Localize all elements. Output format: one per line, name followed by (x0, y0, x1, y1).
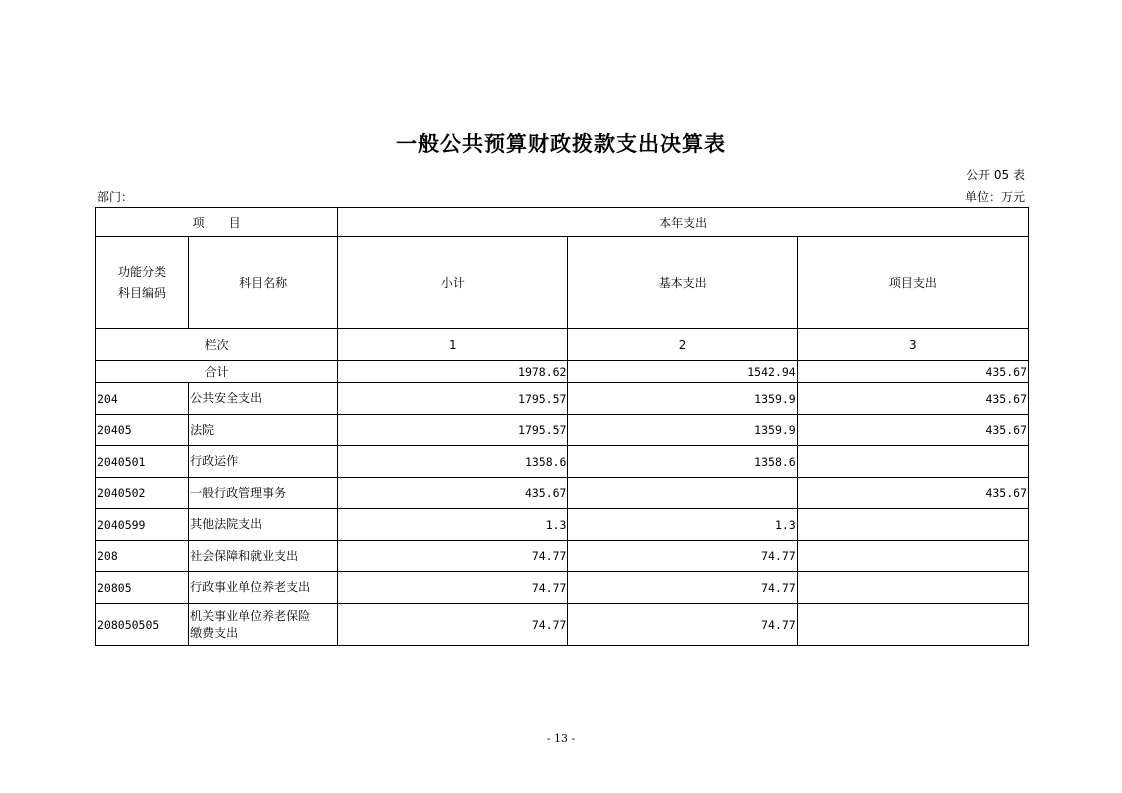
table-row (96, 541, 1029, 572)
total-project: 435.67 (797, 361, 1028, 383)
table-row (96, 509, 1029, 541)
header-basic: 基本支出 (568, 237, 797, 329)
header-func-code-line2: 科目编码 (118, 285, 167, 300)
row-code: 2040599 (96, 509, 189, 541)
total-basic: 1542.94 (568, 361, 797, 383)
page-number: - 13 - (546, 732, 576, 745)
row-name: 法院 (189, 415, 338, 446)
header-subject-name: 科目名称 (189, 237, 338, 329)
row-subtotal: 74.77 (338, 572, 568, 604)
column-order-row (96, 329, 1029, 361)
unit-label: 单位：万元 (964, 190, 1025, 204)
row-subtotal: 435.67 (338, 478, 568, 509)
row-subtotal: 74.77 (338, 541, 568, 572)
header-item: 项 目 (96, 208, 338, 237)
header-func-code (96, 237, 189, 329)
table-row (96, 572, 1029, 604)
col-order-3: 3 (797, 329, 1028, 361)
department-label: 部门： (97, 190, 134, 204)
row-code: 208 (96, 541, 189, 572)
row-code: 2040502 (96, 478, 189, 509)
row-project (797, 572, 1028, 604)
row-subtotal: 1795.57 (338, 383, 568, 415)
row-project: 435.67 (797, 383, 1028, 415)
row-basic: 74.77 (568, 541, 797, 572)
row-name: 其他法院支出 (189, 509, 338, 541)
table-row (96, 415, 1029, 446)
table-row (96, 604, 1029, 646)
row-subtotal: 1.3 (338, 509, 568, 541)
page-title: 一般公共预算财政拨款支出决算表 (396, 131, 726, 156)
header-row-2 (96, 237, 1029, 329)
col-order-label: 栏次 (96, 329, 338, 361)
row-name-line1: 机关事业单位养老保险 (190, 608, 311, 623)
row-basic: 74.77 (568, 604, 797, 646)
row-name-line2: 缴费支出 (190, 625, 239, 640)
row-basic: 1358.6 (568, 446, 797, 478)
row-project: 435.67 (797, 478, 1028, 509)
row-name: 行政运作 (189, 446, 338, 478)
row-basic: 74.77 (568, 572, 797, 604)
total-subtotal: 1978.62 (338, 361, 568, 383)
total-row (96, 361, 1029, 383)
row-name: 行政事业单位养老支出 (189, 572, 338, 604)
row-project (797, 509, 1028, 541)
row-name: 社会保障和就业支出 (189, 541, 338, 572)
table-row (96, 446, 1029, 478)
header-subtotal: 小计 (338, 237, 568, 329)
row-project (797, 604, 1028, 646)
header-row-1 (96, 208, 1029, 237)
header-func-code-line1: 功能分类 (118, 264, 167, 279)
row-name: 一般行政管理事务 (189, 478, 338, 509)
row-subtotal: 1795.57 (338, 415, 568, 446)
total-label: 合计 (96, 361, 338, 383)
table-row (96, 383, 1029, 415)
header-current-year: 本年支出 (338, 208, 1029, 237)
expenditure-table (95, 207, 1029, 646)
row-subtotal: 74.77 (338, 604, 568, 646)
row-subtotal: 1358.6 (338, 446, 568, 478)
row-project: 435.67 (797, 415, 1028, 446)
row-name (189, 604, 338, 646)
header-project: 项目支出 (797, 237, 1028, 329)
row-code: 20805 (96, 572, 189, 604)
row-project (797, 446, 1028, 478)
row-basic (568, 478, 797, 509)
row-basic: 1.3 (568, 509, 797, 541)
row-name: 公共安全支出 (189, 383, 338, 415)
row-basic: 1359.9 (568, 415, 797, 446)
table-row (96, 478, 1029, 509)
row-code: 204 (96, 383, 189, 415)
row-project (797, 541, 1028, 572)
row-code: 2040501 (96, 446, 189, 478)
col-order-1: 1 (338, 329, 568, 361)
form-number: 公开 05 表 (966, 168, 1025, 182)
row-code: 208050505 (96, 604, 189, 646)
row-basic: 1359.9 (568, 383, 797, 415)
col-order-2: 2 (568, 329, 797, 361)
row-code: 20405 (96, 415, 189, 446)
